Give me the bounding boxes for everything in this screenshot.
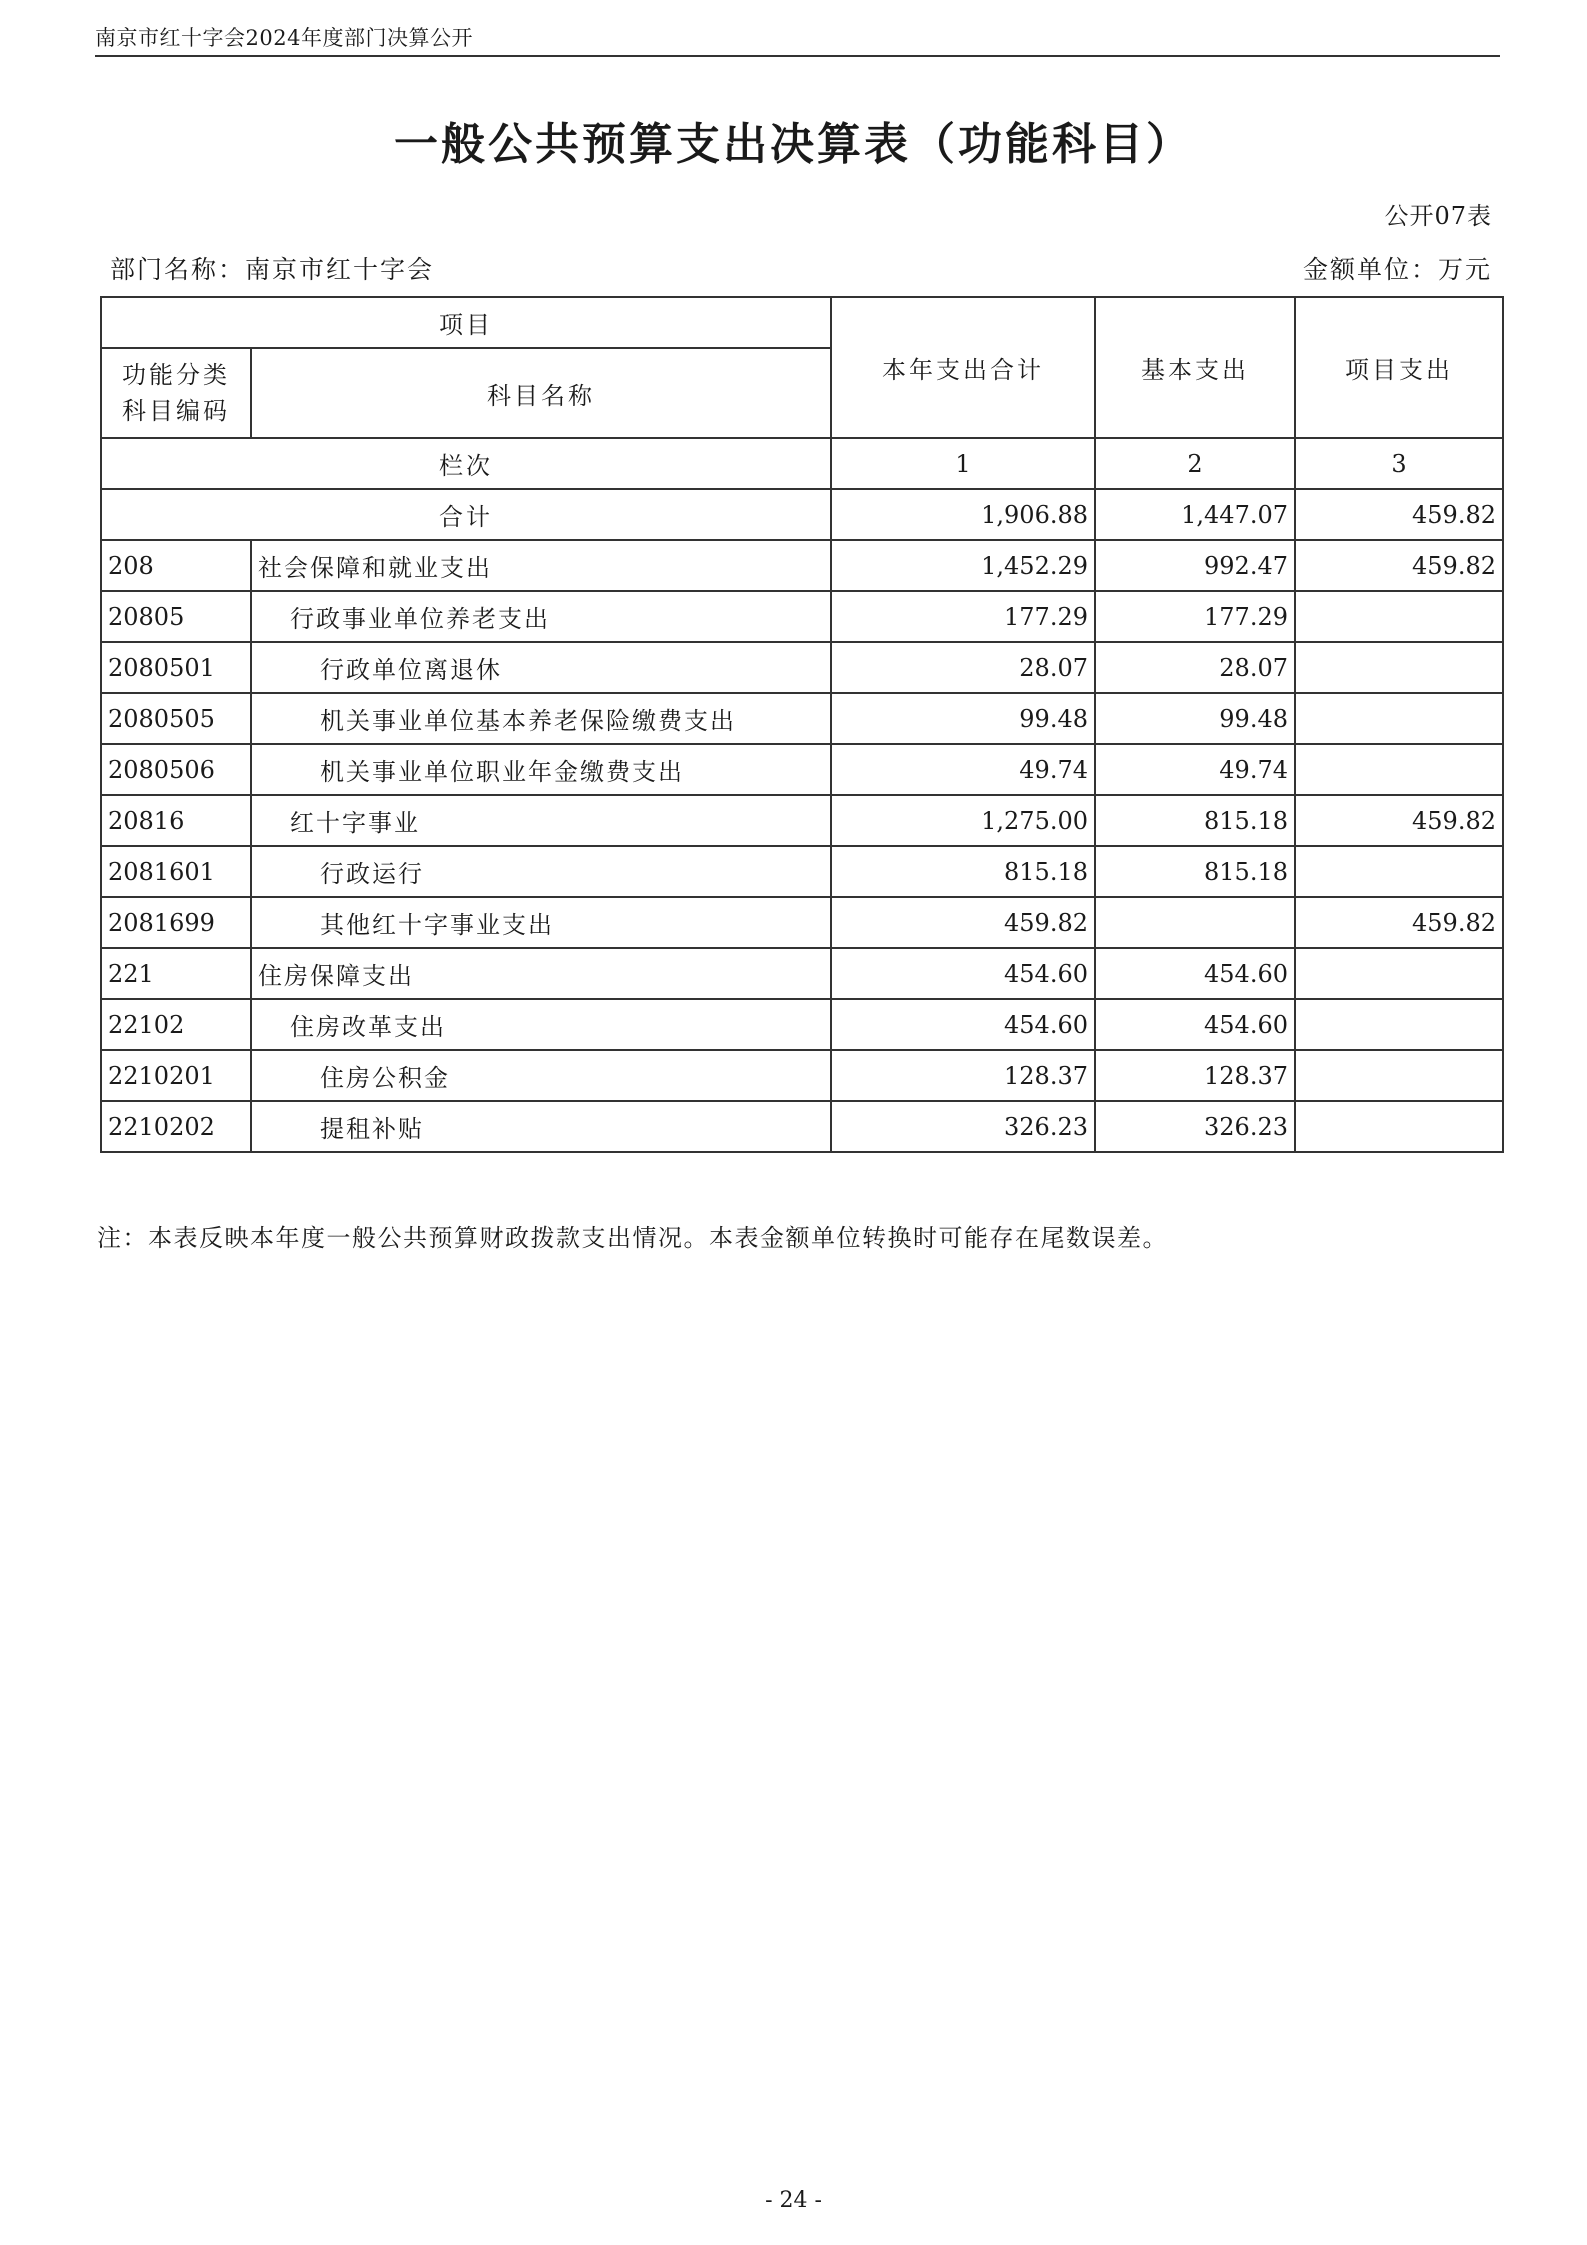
total-amount: 1,906.88 [831,489,1095,540]
header-row-1 [101,297,1503,348]
page-title: 一般公共预算支出决算表（功能科目） [394,119,1193,170]
row-name: 行政事业单位养老支出 [251,591,831,642]
row-code: 2210202 [101,1101,251,1152]
row-name: 社会保障和就业支出 [251,540,831,591]
row-total: 459.82 [831,897,1095,948]
row-name: 住房改革支出 [251,999,831,1050]
form-number: 公开07表 [1384,202,1492,230]
total-project: 459.82 [1295,489,1503,540]
row-project [1295,948,1503,999]
row-total: 815.18 [831,846,1095,897]
row-project [1295,744,1503,795]
row-code: 2210201 [101,1050,251,1101]
row-code: 2081601 [101,846,251,897]
table-row [101,999,1503,1050]
row-total: 128.37 [831,1050,1095,1101]
total-label: 合计 [101,489,831,540]
table-row [101,846,1503,897]
table-row [101,897,1503,948]
row-code: 20816 [101,795,251,846]
table-row [101,1101,1503,1152]
row-name: 住房公积金 [251,1050,831,1101]
column-index-row [101,438,1503,489]
table-row [101,744,1503,795]
row-code: 2080501 [101,642,251,693]
header-code-line1: 功能分类 [122,361,230,389]
row-project [1295,846,1503,897]
row-project [1295,1101,1503,1152]
row-basic: 992.47 [1095,540,1295,591]
table-row [101,591,1503,642]
unit-label: 金额单位：万元 [1302,255,1492,284]
row-total: 49.74 [831,744,1095,795]
header-code [101,348,251,438]
row-name: 行政单位离退休 [251,642,831,693]
row-basic: 28.07 [1095,642,1295,693]
budget-table [100,296,1504,1153]
row-name: 其他红十字事业支出 [251,897,831,948]
row-basic: 815.18 [1095,795,1295,846]
row-code: 208 [101,540,251,591]
row-total: 326.23 [831,1101,1095,1152]
row-basic: 326.23 [1095,1101,1295,1152]
row-total: 177.29 [831,591,1095,642]
table-row [101,642,1503,693]
row-name: 红十字事业 [251,795,831,846]
row-name: 住房保障支出 [251,948,831,999]
row-name: 机关事业单位基本养老保险缴费支出 [251,693,831,744]
column-index-3: 3 [1295,438,1503,489]
row-total: 1,275.00 [831,795,1095,846]
row-project [1295,591,1503,642]
column-index-1: 1 [831,438,1095,489]
row-basic: 815.18 [1095,846,1295,897]
row-code: 2080506 [101,744,251,795]
row-code: 22102 [101,999,251,1050]
row-total: 454.60 [831,999,1095,1050]
row-basic: 128.37 [1095,1050,1295,1101]
table-row [101,540,1503,591]
row-project: 459.82 [1295,897,1503,948]
row-project [1295,1050,1503,1101]
department-label: 部门名称：南京市红十字会 [110,255,435,284]
row-code: 221 [101,948,251,999]
row-basic [1095,897,1295,948]
header-total: 本年支出合计 [831,297,1095,438]
row-basic: 454.60 [1095,999,1295,1050]
header-code-line2: 科目编码 [122,397,230,425]
row-basic: 454.60 [1095,948,1295,999]
row-total: 454.60 [831,948,1095,999]
row-code: 2080505 [101,693,251,744]
row-total: 28.07 [831,642,1095,693]
total-basic: 1,447.07 [1095,489,1295,540]
total-row [101,489,1503,540]
row-project: 459.82 [1295,795,1503,846]
row-basic: 177.29 [1095,591,1295,642]
page-number: - 24 - [765,2188,822,2213]
row-name: 行政运行 [251,846,831,897]
row-project [1295,999,1503,1050]
header-name: 科目名称 [251,348,831,438]
table-row [101,795,1503,846]
row-project [1295,693,1503,744]
table-row [101,948,1503,999]
footnote: 注：本表反映本年度一般公共预算财政拨款支出情况。本表金额单位转换时可能存在尾数误差。 [97,1224,1168,1252]
row-project: 459.82 [1295,540,1503,591]
row-name: 机关事业单位职业年金缴费支出 [251,744,831,795]
row-code: 20805 [101,591,251,642]
row-code: 2081699 [101,897,251,948]
row-basic: 99.48 [1095,693,1295,744]
row-total: 99.48 [831,693,1095,744]
column-index-2: 2 [1095,438,1295,489]
header-basic: 基本支出 [1095,297,1295,438]
running-header: 南京市红十字会2024年度部门决算公开 [95,26,473,50]
header-project-exp: 项目支出 [1295,297,1503,438]
header-rule [95,55,1500,57]
row-project [1295,642,1503,693]
column-index-label: 栏次 [101,438,831,489]
row-name: 提租补贴 [251,1101,831,1152]
header-project: 项目 [101,297,831,348]
row-basic: 49.74 [1095,744,1295,795]
row-total: 1,452.29 [831,540,1095,591]
table-row [101,693,1503,744]
table-row [101,1050,1503,1101]
